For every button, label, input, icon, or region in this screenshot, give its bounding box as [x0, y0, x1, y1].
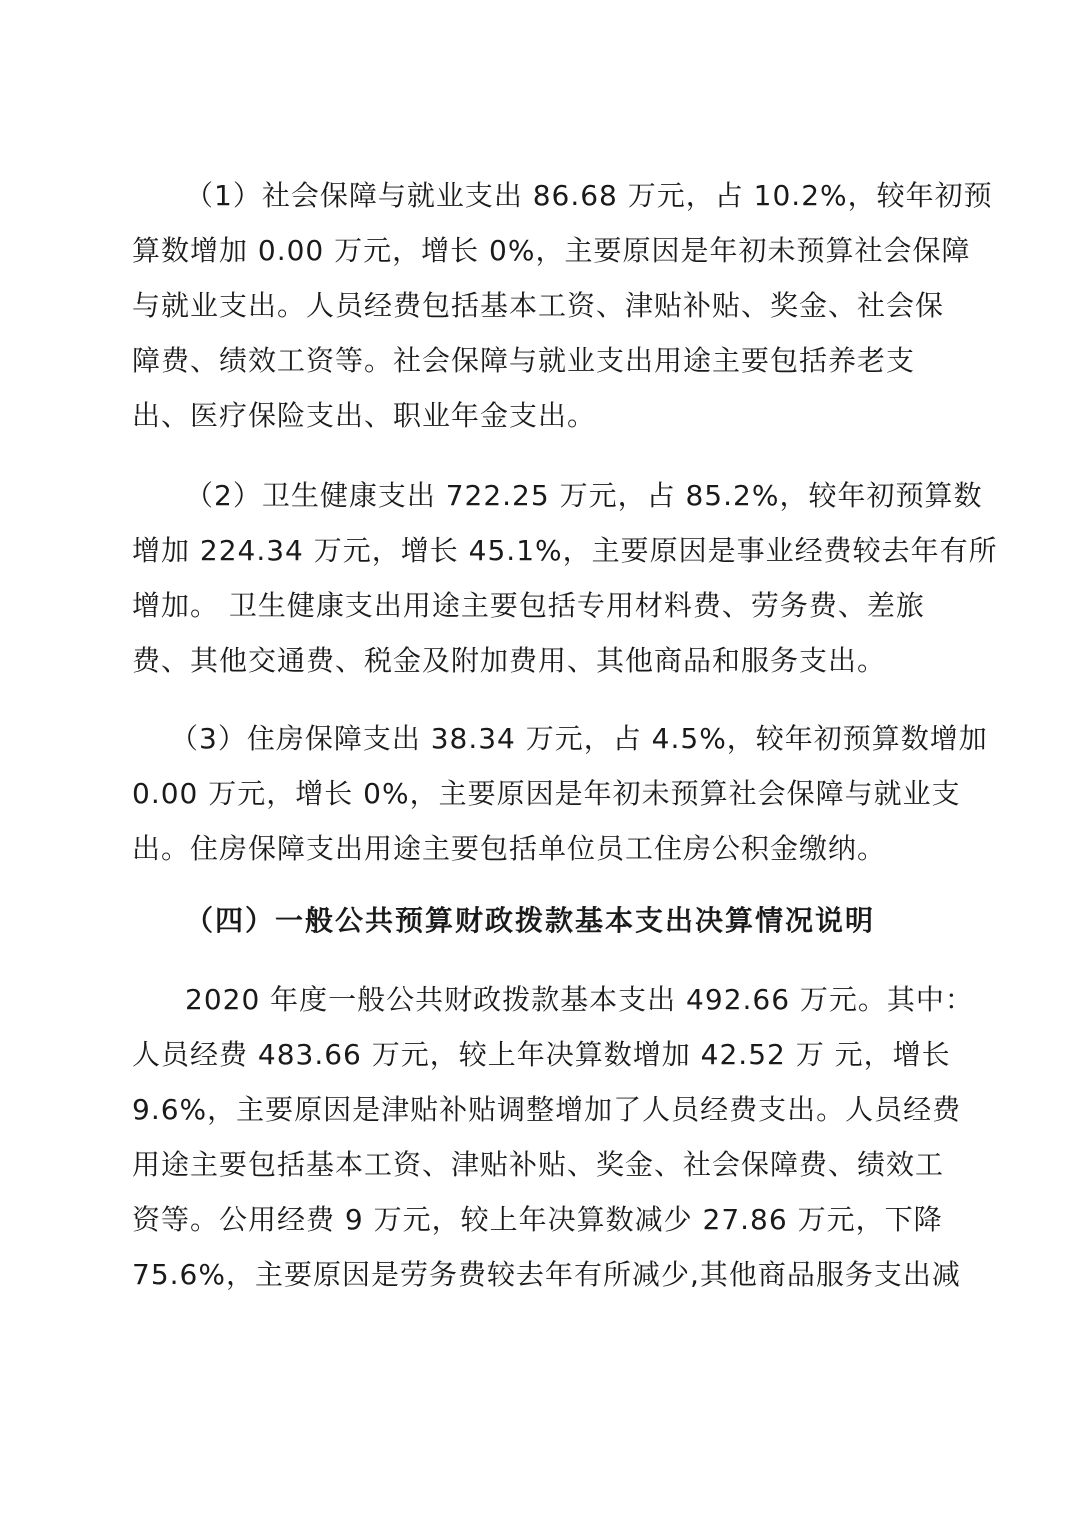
paragraph-1-line-1: （1）社会保障与就业支出 86.68 万元，占 10.2%，较年初预: [185, 179, 993, 212]
paragraph-5-line-5: 资等。公用经费 9 万元，较上年决算数减少 27.86 万元，下降: [132, 1203, 943, 1236]
paragraph-1-line-5: 出、医疗保险支出、职业年金支出。: [132, 399, 597, 432]
paragraph-5-line-4: 用途主要包括基本工资、津贴补贴、奖金、社会保障费、绩效工: [132, 1148, 945, 1181]
paragraph-1-line-3: 与就业支出。人员经费包括基本工资、津贴补贴、奖金、社会保: [132, 289, 945, 322]
paragraph-2-line-2: 增加 224.34 万元，增长 45.1%，主要原因是事业经费较去年有所: [132, 534, 998, 567]
paragraph-3-line-1: （3）住房保障支出 38.34 万元，占 4.5%，较年初预算数增加: [170, 722, 988, 755]
paragraph-5-line-6: 75.6%，主要原因是劳务费较去年有所减少,其他商品服务支出减: [132, 1258, 961, 1291]
paragraph-5-line-2: 人员经费 483.66 万元，较上年决算数增加 42.52 万 元，增长: [132, 1038, 951, 1071]
section-heading: （四）一般公共预算财政拨款基本支出决算情况说明: [185, 904, 876, 937]
paragraph-1-line-4: 障费、绩效工资等。社会保障与就业支出用途主要包括养老支: [132, 344, 916, 377]
paragraph-2-line-3: 增加。 卫生健康支出用途主要包括专用材料费、劳务费、差旅: [132, 589, 925, 622]
paragraph-1-line-2: 算数增加 0.00 万元，增长 0%，主要原因是年初未预算社会保障: [132, 234, 971, 267]
paragraph-2-line-4: 费、其他交通费、税金及附加费用、其他商品和服务支出。: [132, 644, 887, 677]
paragraph-2-line-1: （2）卫生健康支出 722.25 万元，占 85.2%，较年初预算数: [185, 479, 983, 512]
paragraph-3-line-3: 出。住房保障支出用途主要包括单位员工住房公积金缴纳。: [132, 832, 887, 865]
paragraph-3-line-2: 0.00 万元，增长 0%，主要原因是年初未预算社会保障与就业支: [132, 777, 961, 810]
paragraph-5-line-1: 2020 年度一般公共财政拨款基本支出 492.66 万元。其中：: [185, 983, 974, 1016]
paragraph-5-line-3: 9.6%，主要原因是津贴补贴调整增加了人员经费支出。人员经费: [132, 1093, 962, 1126]
